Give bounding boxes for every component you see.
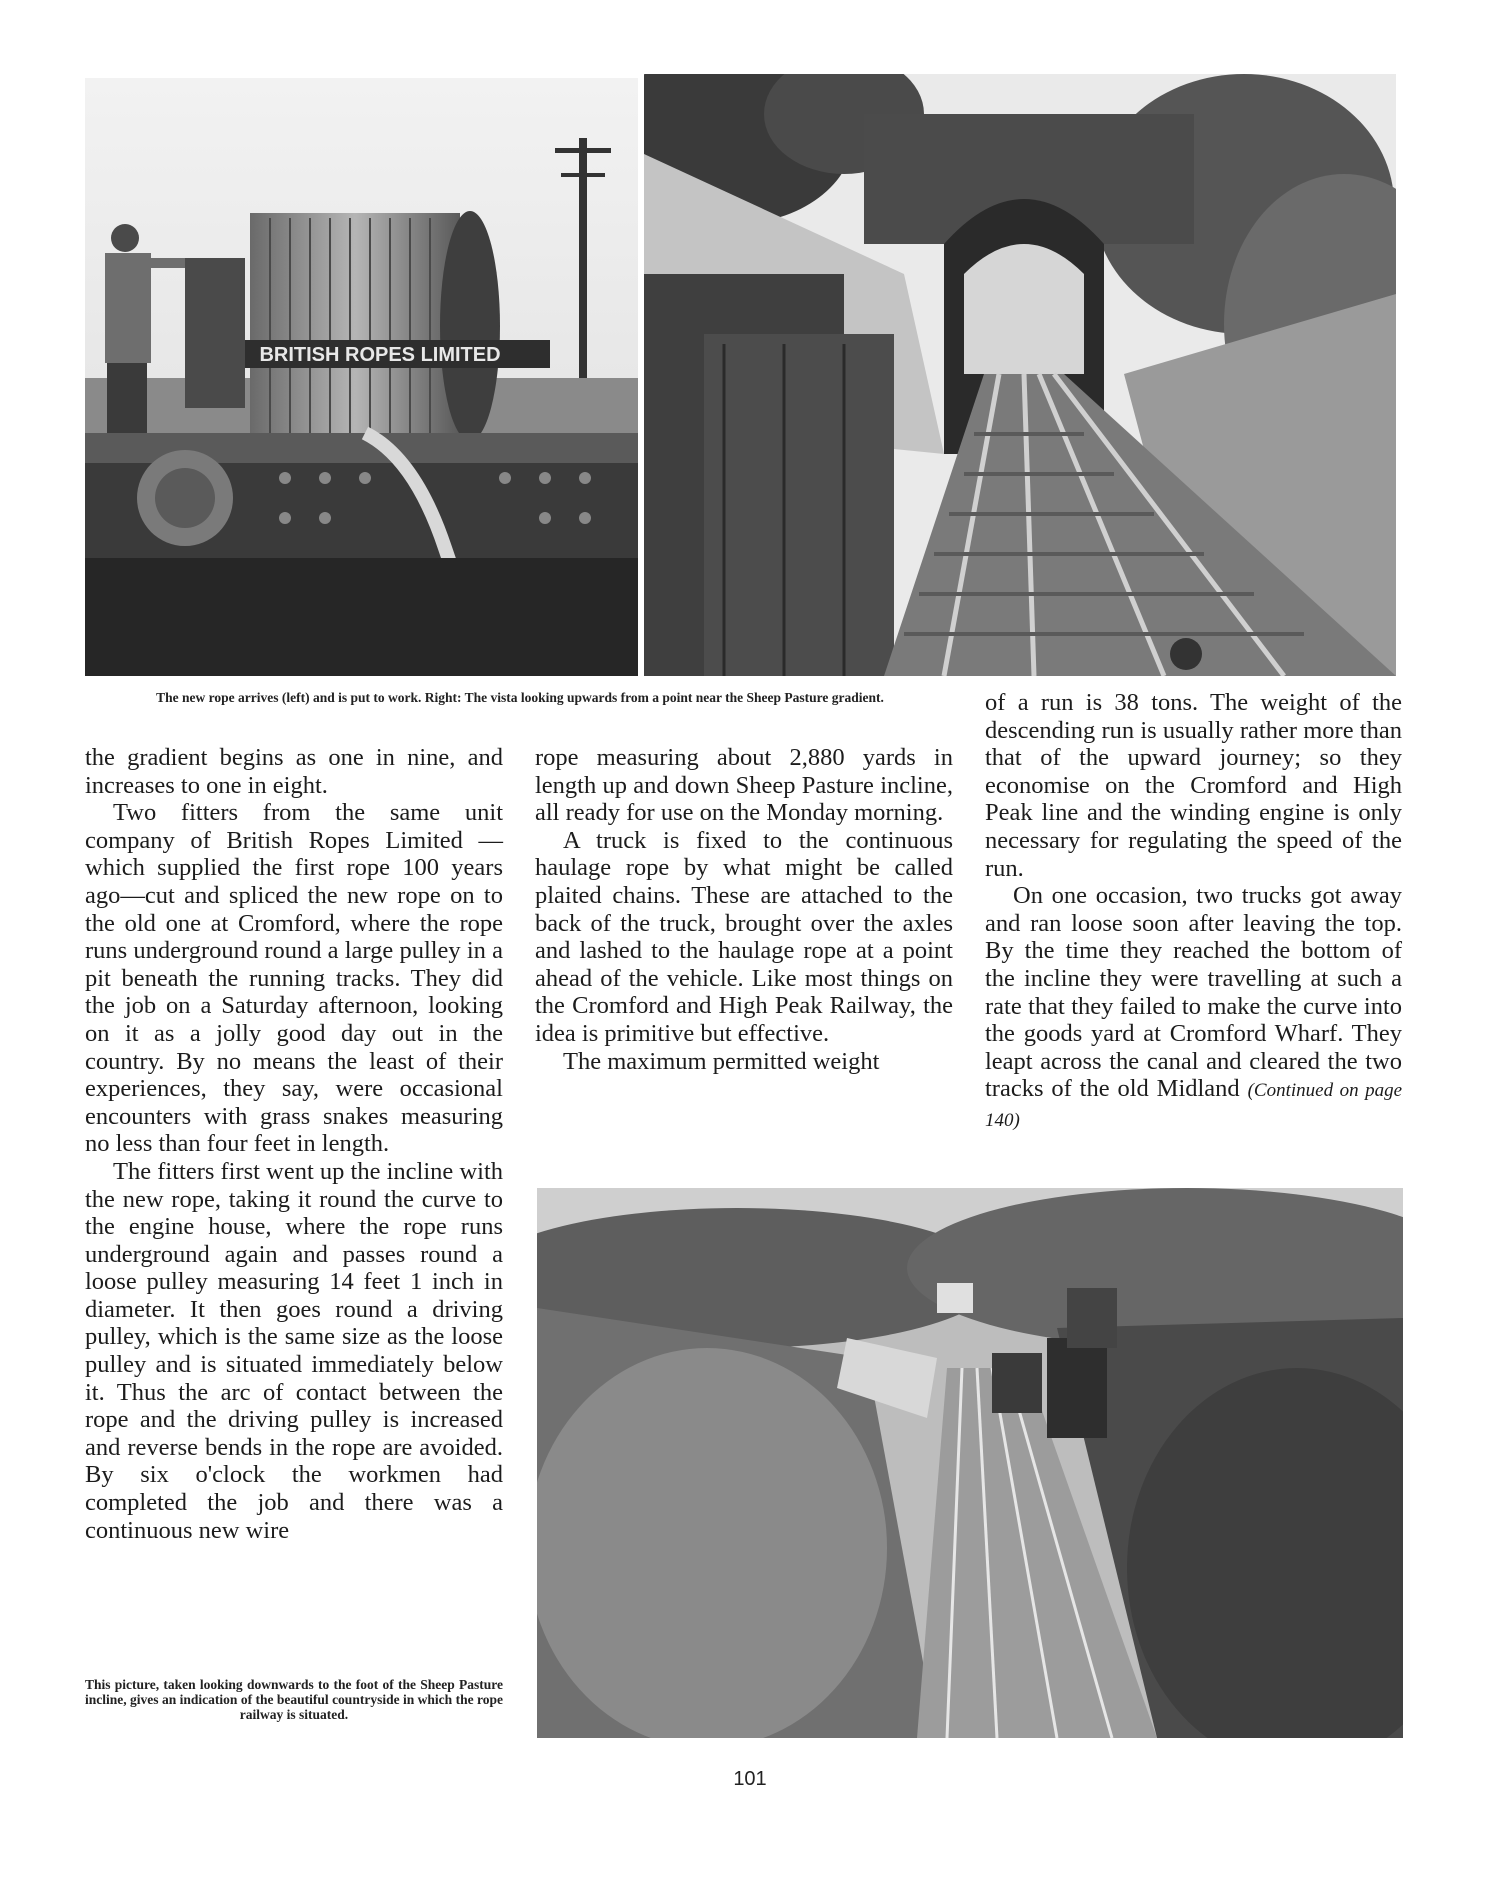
col1-paragraph-1: the gradient begins as one in nine, and increases to one in eight. bbox=[85, 744, 503, 799]
col2-paragraph-2: A truck is fixed to the continuous haulage rope by what might be called plaited chains. These are attached to the back of the truck, brought over the axles and lashed to the haulage rope at a point ahead of the vehicle. Like most things on the Cromford and High Peak Railway, the idea is primitive but effective. bbox=[535, 826, 953, 1047]
incline-view-photo bbox=[537, 1188, 1403, 1738]
top-photos-caption: The new rope arrives (left) and is put to work. Right: The vista looking upwards from a point near the Sheep Pasture gradient. bbox=[156, 690, 884, 705]
col1-paragraph-3: The fitters first went up the incline with the new rope, taking it round the curve to the engine house, where the rope runs underground again and passes round a loose pulley measuring 14 feet 1 inch in diameter. It then goes round a driving pulley, which is the same size as the loose pulley and is situated immediately below it. Thus the arc of contact between the rope and the driving pulley is increased and reverse bends in the rope are avoided. By six o'clock the workmen had completed the job and there was a continuous new wire bbox=[85, 1157, 503, 1544]
col1-paragraph-2: Two fitters from the same unit company of British Ropes Limited —which supplied the first rope 100 years ago—cut and spliced the new rope on to the old one at Cromford, where the rope runs underground round a large pulley in a pit beneath the running tracks. They did the job on a Saturday afternoon, looking on it as a jolly good day out in the country. By no means the least of their experiences, they say, were occasional encounters with grass snakes measuring no less than four feet in length. bbox=[85, 799, 503, 1158]
rope-company-sign: BRITISH ROPES LIMITED bbox=[259, 344, 501, 366]
page-number: 101 bbox=[733, 1768, 767, 1790]
rope-drum-photo bbox=[85, 78, 638, 676]
incline-view-illustration bbox=[537, 1188, 1403, 1738]
text-column-1 bbox=[85, 744, 503, 1544]
incline-bridge-illustration bbox=[644, 74, 1396, 676]
rope-drum-illustration bbox=[85, 78, 638, 676]
continued-note: (Continued on page 140) bbox=[985, 1080, 1403, 1131]
incline-bridge-photo bbox=[644, 74, 1396, 676]
col2-paragraph-1: rope measuring about 2,880 yards in length up and down Sheep Pasture incline, all ready for use on the Monday morning. bbox=[535, 744, 953, 827]
bottom-photo-caption: This picture, taken looking downwards to the foot of the Sheep Pasture incline, gives an indication of the beautiful countryside in which the rope railway is situated. bbox=[85, 1677, 503, 1722]
col3-paragraph-2-text: On one occasion, two trucks got away and ran loose soon after leaving the top. By the time they reached the bottom of the incline they were travelling at such a rate that they failed to make the curve into the goods yard at Cromford Wharf. They leapt across the canal and cleared the two tracks of the old Midland bbox=[985, 882, 1402, 1103]
col3-paragraph-2 bbox=[985, 882, 1402, 1134]
text-column-3 bbox=[985, 689, 1402, 1135]
col2-paragraph-3: The maximum permitted weight bbox=[563, 1047, 880, 1075]
text-column-2 bbox=[535, 744, 953, 1075]
col3-paragraph-1: of a run is 38 tons. The weight of the descending run is usually rather more than that of the upward journey; so they economise on the Cromford and High Peak line and the winding engine is only necessary for regulating the speed of the run. bbox=[985, 689, 1402, 882]
